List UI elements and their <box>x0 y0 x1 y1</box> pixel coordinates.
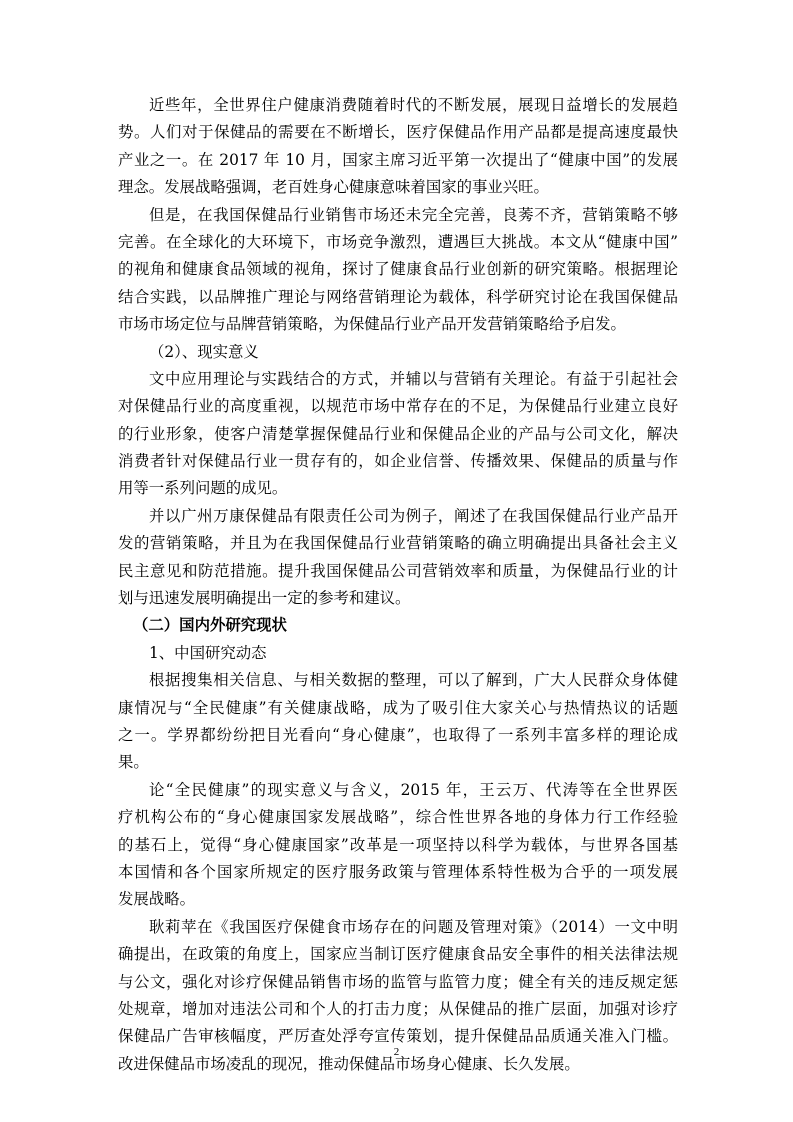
text-line: 论“全民健康”的现实意义与含义，2015 年，王云万、代涛等在全世界医 <box>149 780 678 799</box>
text-line: 与公文，强化对诊疗保健品销售市场的监管与监管力度；健全有关的违反规定惩 <box>118 972 678 991</box>
text-line: 划与迅速发展明确提出一定的参考和建议。 <box>118 589 411 608</box>
text-line: 产业之一。在 2017 年 10 月，国家主席习近平第一次提出了“健康中国”的发展 <box>118 150 678 169</box>
text-line: （二）国内外研究现状 <box>133 616 287 635</box>
text-line: 改进保健品市场凌乱的现况，推动保健品市场身心健康、长久发展。 <box>118 1054 580 1073</box>
text-line: 消费者针对保健品行业一贯存有的，如企业信誉、传播效果、保健品的质量与作 <box>118 452 678 471</box>
text-line: 完善。在全球化的大环境下，市场竞争激烈，遭遇巨大挑战。本文从“健康中国” <box>118 232 678 251</box>
text-line: 疗机构公布的“身心健康国家发展战略”，综合性世界各地的身体力行工作经验 <box>118 808 678 827</box>
text-line: 并以广州万康保健品有限责任公司为例子，阐述了在我国保健品行业产品开 <box>149 506 678 525</box>
text-line: 1、中国研究动态 <box>149 643 267 662</box>
page-number: 2 <box>393 1046 400 1058</box>
text-line: 本国情和各个国家所规定的医疗服务政策与管理体系特性极为合乎的一项发展 <box>118 862 678 881</box>
text-line: 但是，在我国保健品行业销售市场还未完全完善，良莠不齐，营销策略不够 <box>149 205 678 224</box>
section-heading <box>118 612 678 639</box>
text-line: （2）、现实意义 <box>149 342 259 361</box>
paragraph <box>118 202 678 339</box>
text-line: 的基石上，觉得“身心健康国家”改革是一项坚持以科学为载体，与世界各国基 <box>118 835 678 854</box>
text-line: 文中应用理论与实践结合的方式，并辅以与营销有关理论。有益于引起社会 <box>149 369 678 388</box>
text-line: 果。 <box>118 753 149 772</box>
text-line: 耿莉苹在《我国医疗保健食市场存在的问题及管理对策》（2014）一文中明 <box>149 917 678 936</box>
subsection-heading <box>118 339 678 366</box>
text-line: 的视角和健康食品领域的视角，探讨了健康食品行业创新的研究策略。根据理论 <box>118 260 678 279</box>
text-line: 发展战略。 <box>118 890 195 909</box>
text-line: 处规章，增加对违法公司和个人的打击力度；从保健品的推广层面，加强对诊疗 <box>118 999 678 1018</box>
subsection-heading <box>118 640 678 667</box>
text-line: 确提出，在政策的角度上，国家应当制订医疗健康食品安全事件的相关法律法规 <box>118 945 678 964</box>
text-line: 之一。学界都纷纷把目光看向“身心健康”，也取得了一系列丰富多样的理论成 <box>118 725 678 744</box>
text-line: 结合实践，以品牌推广理论与网络营销理论为载体，科学研究讨论在我国保健品 <box>118 287 678 306</box>
text-line: 保健品广告审核幅度，严厉查处浮夸宣传策划，提升保健品品质通关准入门槛。 <box>118 1027 678 1046</box>
text-line: 理念。发展战略强调，老百姓身心健康意味着国家的事业兴旺。 <box>118 178 549 197</box>
page-body <box>118 92 678 1078</box>
text-line: 民主意见和防范措施。提升我国保健品公司营销效率和质量，为保健品行业的计 <box>118 561 678 580</box>
paragraph <box>118 777 678 914</box>
text-line: 用等一系列问题的成见。 <box>118 479 288 498</box>
text-line: 势。人们对于保健品的需要在不断增长，医疗保健品作用产品都是提高速度最快 <box>118 123 678 142</box>
text-line: 的行业形象，使客户清楚掌握保健品行业和保健品企业的产品与公司文化，解决 <box>118 424 678 443</box>
paragraph <box>118 92 678 202</box>
paragraph <box>118 366 678 503</box>
text-line: 市场市场定位与品牌营销策略，为保健品行业产品开发营销策略给予启发。 <box>118 315 626 334</box>
text-line: 根据搜集相关信息、与相关数据的整理，可以了解到，广大人民群众身体健 <box>149 671 678 690</box>
paragraph <box>118 503 678 613</box>
text-line: 近些年，全世界住户健康消费随着时代的不断发展，展现日益增长的发展趋 <box>149 96 678 114</box>
text-line: 对保健品行业的高度重视，以规范市场中常存在的不足，为保健品行业建立良好 <box>118 397 678 416</box>
paragraph <box>118 667 678 777</box>
text-line: 康情况与“全民健康”有关健康战略，成为了吸引住大家关心与热情热议的话题 <box>118 698 678 717</box>
text-line: 发的营销策略，并且为在我国保健品行业营销策略的确立明确提出具备社会主义 <box>118 534 678 553</box>
